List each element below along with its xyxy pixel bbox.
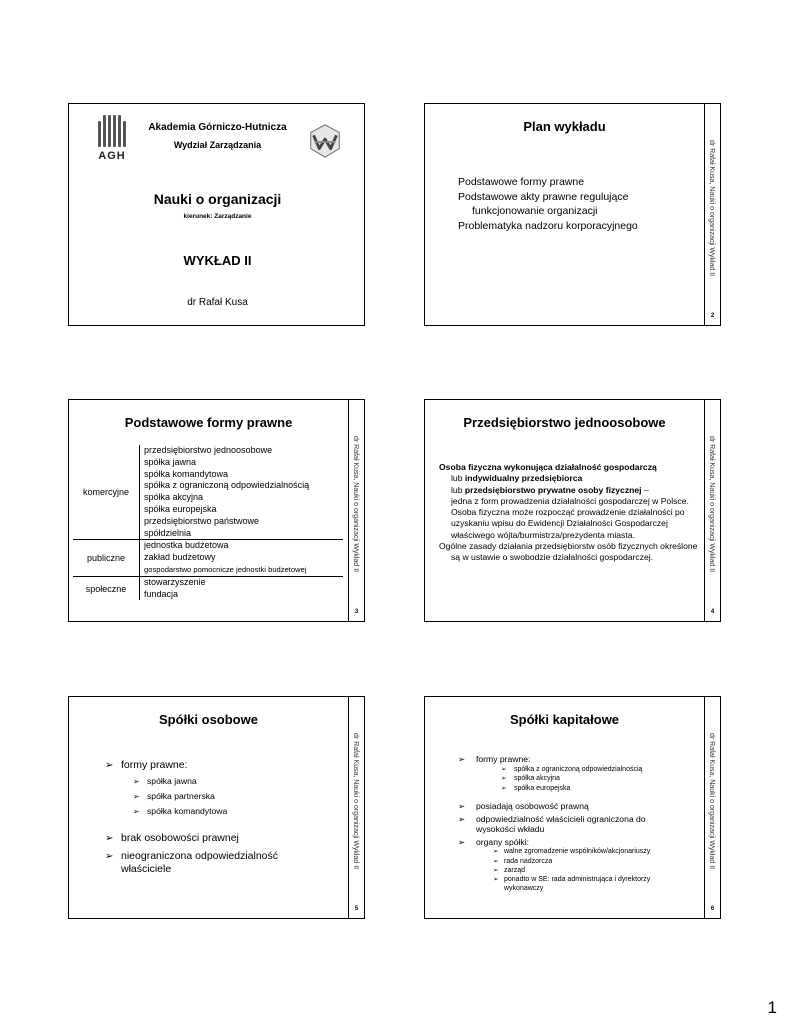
form-item: spółka europejska xyxy=(144,503,217,514)
page-number: 1 xyxy=(767,998,777,1017)
university-name: Akademia Górniczo-Hutnicza xyxy=(148,122,287,133)
sub-bullet-text: walne zgromadzenie wspólników/akcjonariuszy xyxy=(504,848,651,856)
arrow-bullet-icon: ➢ xyxy=(105,760,114,771)
arrow-bullet-icon: ➢ xyxy=(458,801,466,812)
agenda-item: Podstawowe formy prawne xyxy=(458,176,585,188)
legal-forms-table xyxy=(73,445,343,600)
field-of-study: kierunek: Zarządzanie xyxy=(183,213,252,220)
arrow-bullet-icon: ➢ xyxy=(458,813,466,824)
slide-title: Spółki kapitałowe xyxy=(509,712,620,727)
bold-term: przedsiębiorstwo prywatne osoby fizycznej xyxy=(464,484,642,495)
arrow-bullet-icon: ➢ xyxy=(493,848,499,856)
bullet-text: nieograniczona odpowiedzialność właściciele xyxy=(121,850,279,875)
slide-6 xyxy=(424,696,721,919)
bullet-text: brak osobowości prawnej xyxy=(121,832,239,844)
slide-number: 2 xyxy=(710,313,715,319)
form-item: zakład budżetowy xyxy=(144,552,216,563)
agenda-item: Problematyka nadzoru korporacyjnego xyxy=(458,220,638,232)
sidebar-text: dr Rafał Kusa, Nauki o organizacji Wykład II xyxy=(708,436,715,573)
slide-3 xyxy=(68,399,365,622)
slide-sidebar xyxy=(704,104,720,325)
bullet-text: odpowiedzialność właścicieli ograniczona do wysokości wkładu xyxy=(476,813,646,835)
agenda-item: Podstawowe akty prawne regulujące funkcjonowanie organizacji xyxy=(458,191,629,217)
arrow-bullet-icon: ➢ xyxy=(133,792,140,801)
paragraph: jedna z form prowadzenia działalności gospodarczej w Polsce. Osoba fizyczna może rozpocząć prowadzenie działalności po uzyskaniu wpisu do Ewidencji Działalności Gospodarczej właściwego wójta/burmistrza/prezydenta miasta. xyxy=(451,495,689,540)
arrow-bullet-icon: ➢ xyxy=(133,777,140,786)
text-lub: lub xyxy=(451,473,465,484)
slide-sidebar xyxy=(704,400,720,621)
sidebar-text: dr Rafał Kusa, Nauki o organizacji Wykład II xyxy=(352,436,359,573)
bullet-text: formy prawne: xyxy=(476,754,531,764)
slide-title: Spółki osobowe xyxy=(159,712,258,727)
form-item: spółka z ograniczoną odpowiedzialnością xyxy=(144,480,310,491)
arrow-bullet-icon: ➢ xyxy=(493,876,499,884)
arrow-bullet-icon: ➢ xyxy=(493,867,499,875)
arrow-bullet-icon: ➢ xyxy=(493,857,499,865)
group-label: publiczne xyxy=(73,540,140,575)
sub-bullet-text: spółka akcyjna xyxy=(514,775,560,783)
slide-body xyxy=(458,754,686,893)
sub-bullet-text: ponadto w SE: rada administrująca i dyrektorzy wykonawczy xyxy=(504,876,651,892)
slide-5 xyxy=(68,696,365,919)
course-title: Nauki o organizacji xyxy=(153,191,282,207)
slide-title: Plan wykładu xyxy=(523,119,606,134)
arrow-bullet-icon: ➢ xyxy=(105,851,114,862)
arrow-bullet-icon: ➢ xyxy=(105,833,114,844)
agenda-list xyxy=(458,175,682,234)
arrow-bullet-icon: ➢ xyxy=(501,765,507,773)
slide-1 xyxy=(68,103,365,326)
group-social xyxy=(73,577,343,601)
slide-sidebar xyxy=(348,400,364,621)
arrow-bullet-icon: ➢ xyxy=(133,807,140,816)
slide-body xyxy=(439,462,698,564)
sidebar-text: dr Rafał Kusa, Nauki o organizacji Wykład II xyxy=(352,733,359,870)
form-item: jednostka budżetowa xyxy=(144,540,229,551)
arrow-bullet-icon: ➢ xyxy=(458,754,466,764)
form-item: przedsiębiorstwo jednoosobowe xyxy=(144,445,273,455)
faculty-name: Wydział Zarządzania xyxy=(173,140,262,150)
arrow-bullet-icon: ➢ xyxy=(501,784,507,792)
sub-bullet-text: spółka partnerska xyxy=(147,791,215,801)
arrow-bullet-icon: ➢ xyxy=(501,775,507,783)
slide-number: 4 xyxy=(710,609,715,615)
form-item: spółka akcyjna xyxy=(144,492,204,503)
slide-2 xyxy=(424,103,721,326)
form-item: spółka komandytowa xyxy=(144,468,229,479)
slide-body xyxy=(105,759,331,876)
text-lub: lub xyxy=(451,484,465,495)
group-commercial xyxy=(73,445,343,540)
group-public xyxy=(73,540,343,576)
sub-bullet-text: zarząd xyxy=(504,867,526,875)
sub-bullet-text: rada nadzorcza xyxy=(504,857,553,865)
dash: – xyxy=(641,484,649,495)
form-item: przedsiębiorstwo państwowe xyxy=(144,515,260,526)
bold-term: indywidualny przedsiębiorca xyxy=(464,473,583,484)
author-name: dr Rafał Kusa xyxy=(187,297,248,308)
form-item: spółka jawna xyxy=(144,456,197,467)
slide-4 xyxy=(424,399,721,622)
sub-bullet-text: spółka z ograniczoną odpowiedzialnością xyxy=(514,765,643,773)
arrow-bullet-icon: ➢ xyxy=(458,836,466,847)
slide-title: Podstawowe formy prawne xyxy=(124,415,293,430)
bullet-text: formy prawne: xyxy=(121,759,188,771)
agh-logo-text: AGH xyxy=(98,150,126,162)
slide-title: Przedsiębiorstwo jednoosobowe xyxy=(463,415,666,430)
form-item: gospodarstwo pomocnicze jednostki budżetowej xyxy=(144,564,307,574)
sidebar-text: dr Rafał Kusa, Nauki o organizacji Wykład II xyxy=(708,733,715,870)
bullet-text: organy spółki: xyxy=(476,836,530,847)
group-label: społeczne xyxy=(73,577,140,601)
slide-sidebar xyxy=(348,697,364,918)
paragraph: Ogólne zasady działania przedsiębiorstw osób fizycznych określone są w ustawie o swobodzie działalności gospodarczej. xyxy=(439,541,698,563)
sub-bullet-text: spółka jawna xyxy=(147,776,197,786)
slide-number: 3 xyxy=(354,609,359,615)
form-item: stowarzyszenie xyxy=(144,576,206,587)
slide-sidebar xyxy=(704,697,720,918)
faculty-logo xyxy=(306,121,344,161)
lecture-number: WYKŁAD II xyxy=(183,253,252,268)
slide-number: 5 xyxy=(354,906,359,912)
sub-bullet-text: spółka europejska xyxy=(514,784,571,792)
sub-bullet-text: spółka komandytowa xyxy=(147,806,228,816)
group-label: komercyjne xyxy=(73,445,140,539)
form-item: spółdzielnia xyxy=(144,527,192,538)
slide-number: 6 xyxy=(710,906,715,912)
sidebar-text: dr Rafał Kusa, Nauki o organizacji Wykład II xyxy=(708,140,715,277)
bullet-text: posiadają osobowość prawną xyxy=(476,801,589,812)
definition-line: Osoba fizyczna wykonująca działalność gospodarczą xyxy=(439,462,657,472)
form-item: fundacja xyxy=(144,588,179,599)
